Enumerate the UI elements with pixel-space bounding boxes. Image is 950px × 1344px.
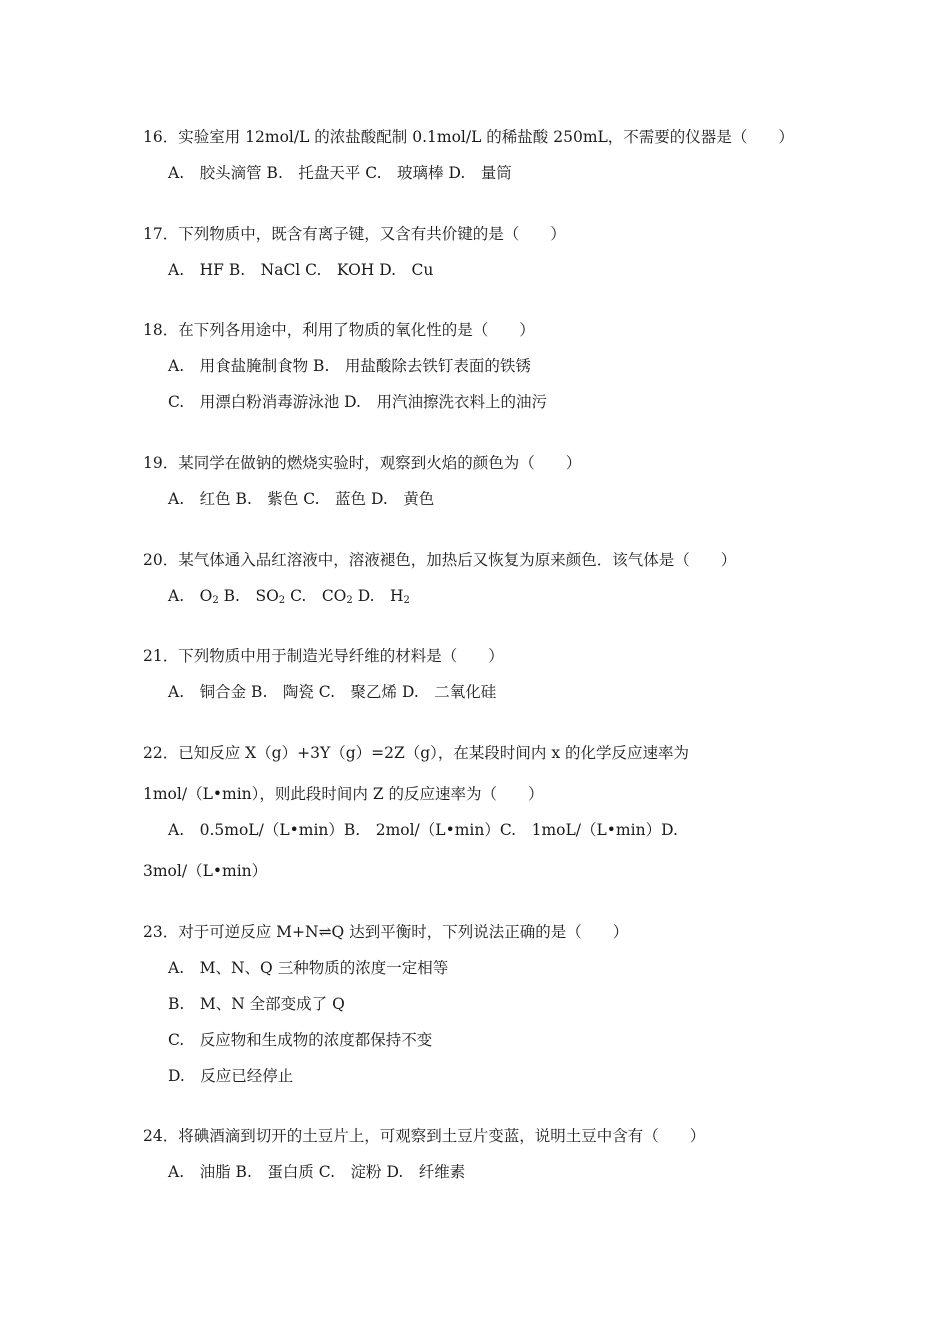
question-16-stem: 16．实验室用 12mol/L 的浓盐酸配制 0.1mol/L 的稀盐酸 250mL，不需要的仪器是（ ）	[143, 128, 794, 146]
question-19-stem: 19．某同学在做钠的燃烧实验时，观察到火焰的颜色为（ ）	[143, 454, 582, 472]
question-22-stem-continued: 1mol/（L•min），则此段时间内 Z 的反应速率为（ ）	[143, 785, 544, 803]
question-21-options: A. 铜合金 B. 陶瓷 C. 聚乙烯 D. 二氧化硅	[168, 683, 497, 701]
question-19-options: A. 红色 B. 紫色 C. 蓝色 D. 黄色	[168, 490, 435, 508]
option-c-text: C. CO	[285, 587, 347, 605]
question-22-options-continued: 3mol/（L•min）	[143, 862, 268, 880]
option-d-subscript: 2	[403, 595, 410, 606]
question-20-stem: 20．某气体通入品红溶液中，溶液褪色，加热后又恢复为原来颜色．该气体是（ ）	[143, 551, 737, 569]
question-18-options-line2: C. 用漂白粉消毒游泳池 D. 用汽油擦洗衣料上的油污	[168, 393, 547, 411]
option-a-subscript: 2	[212, 595, 219, 606]
question-23-stem: 23．对于可逆反应 M+N⇌Q 达到平衡时，下列说法正确的是（ ）	[143, 923, 629, 941]
question-24-stem: 24．将碘酒滴到切开的土豆片上，可观察到土豆片变蓝，说明土豆中含有（ ）	[143, 1127, 706, 1145]
option-d-text: D. H	[352, 587, 404, 605]
question-24-options: A. 油脂 B. 蛋白质 C. 淀粉 D. 纤维素	[168, 1163, 466, 1181]
question-23-option-c: C. 反应物和生成物的浓度都保持不变	[168, 1031, 433, 1049]
option-a-text: A. O	[168, 587, 213, 605]
question-17-options: A. HF B. NaCl C. KOH D. Cu	[168, 261, 434, 279]
question-18-options-line1: A. 用食盐腌制食物 B. 用盐酸除去铁钉表面的铁锈	[168, 357, 531, 375]
question-20-options	[168, 586, 410, 611]
question-16-options: A. 胶头滴管 B. 托盘天平 C. 玻璃棒 D. 量筒	[168, 164, 512, 182]
question-22-options: A. 0.5moL/（L•min）B. 2mol/（L•min）C. 1moL/（L•min）D.	[168, 821, 678, 839]
question-21-stem: 21．下列物质中用于制造光导纤维的材料是（ ）	[143, 647, 504, 665]
option-b-subscript: 2	[278, 595, 286, 606]
question-23-option-d: D. 反应已经停止	[168, 1067, 294, 1085]
option-c-subscript: 2	[346, 595, 353, 606]
question-23-option-b: B. M、N 全部变成了 Q	[168, 995, 345, 1013]
question-17-stem: 17．下列物质中，既含有离子键，又含有共价键的是（ ）	[143, 225, 566, 243]
question-18-stem: 18．在下列各用途中，利用了物质的氧化性的是（ ）	[143, 321, 535, 339]
question-22-stem: 22．已知反应 X（g）+3Y（g）=2Z（g），在某段时间内 x 的化学反应速率为	[143, 744, 689, 762]
question-23-option-a: A. M、N、Q 三种物质的浓度一定相等	[168, 959, 449, 977]
option-b-text: B. SO	[218, 587, 279, 605]
